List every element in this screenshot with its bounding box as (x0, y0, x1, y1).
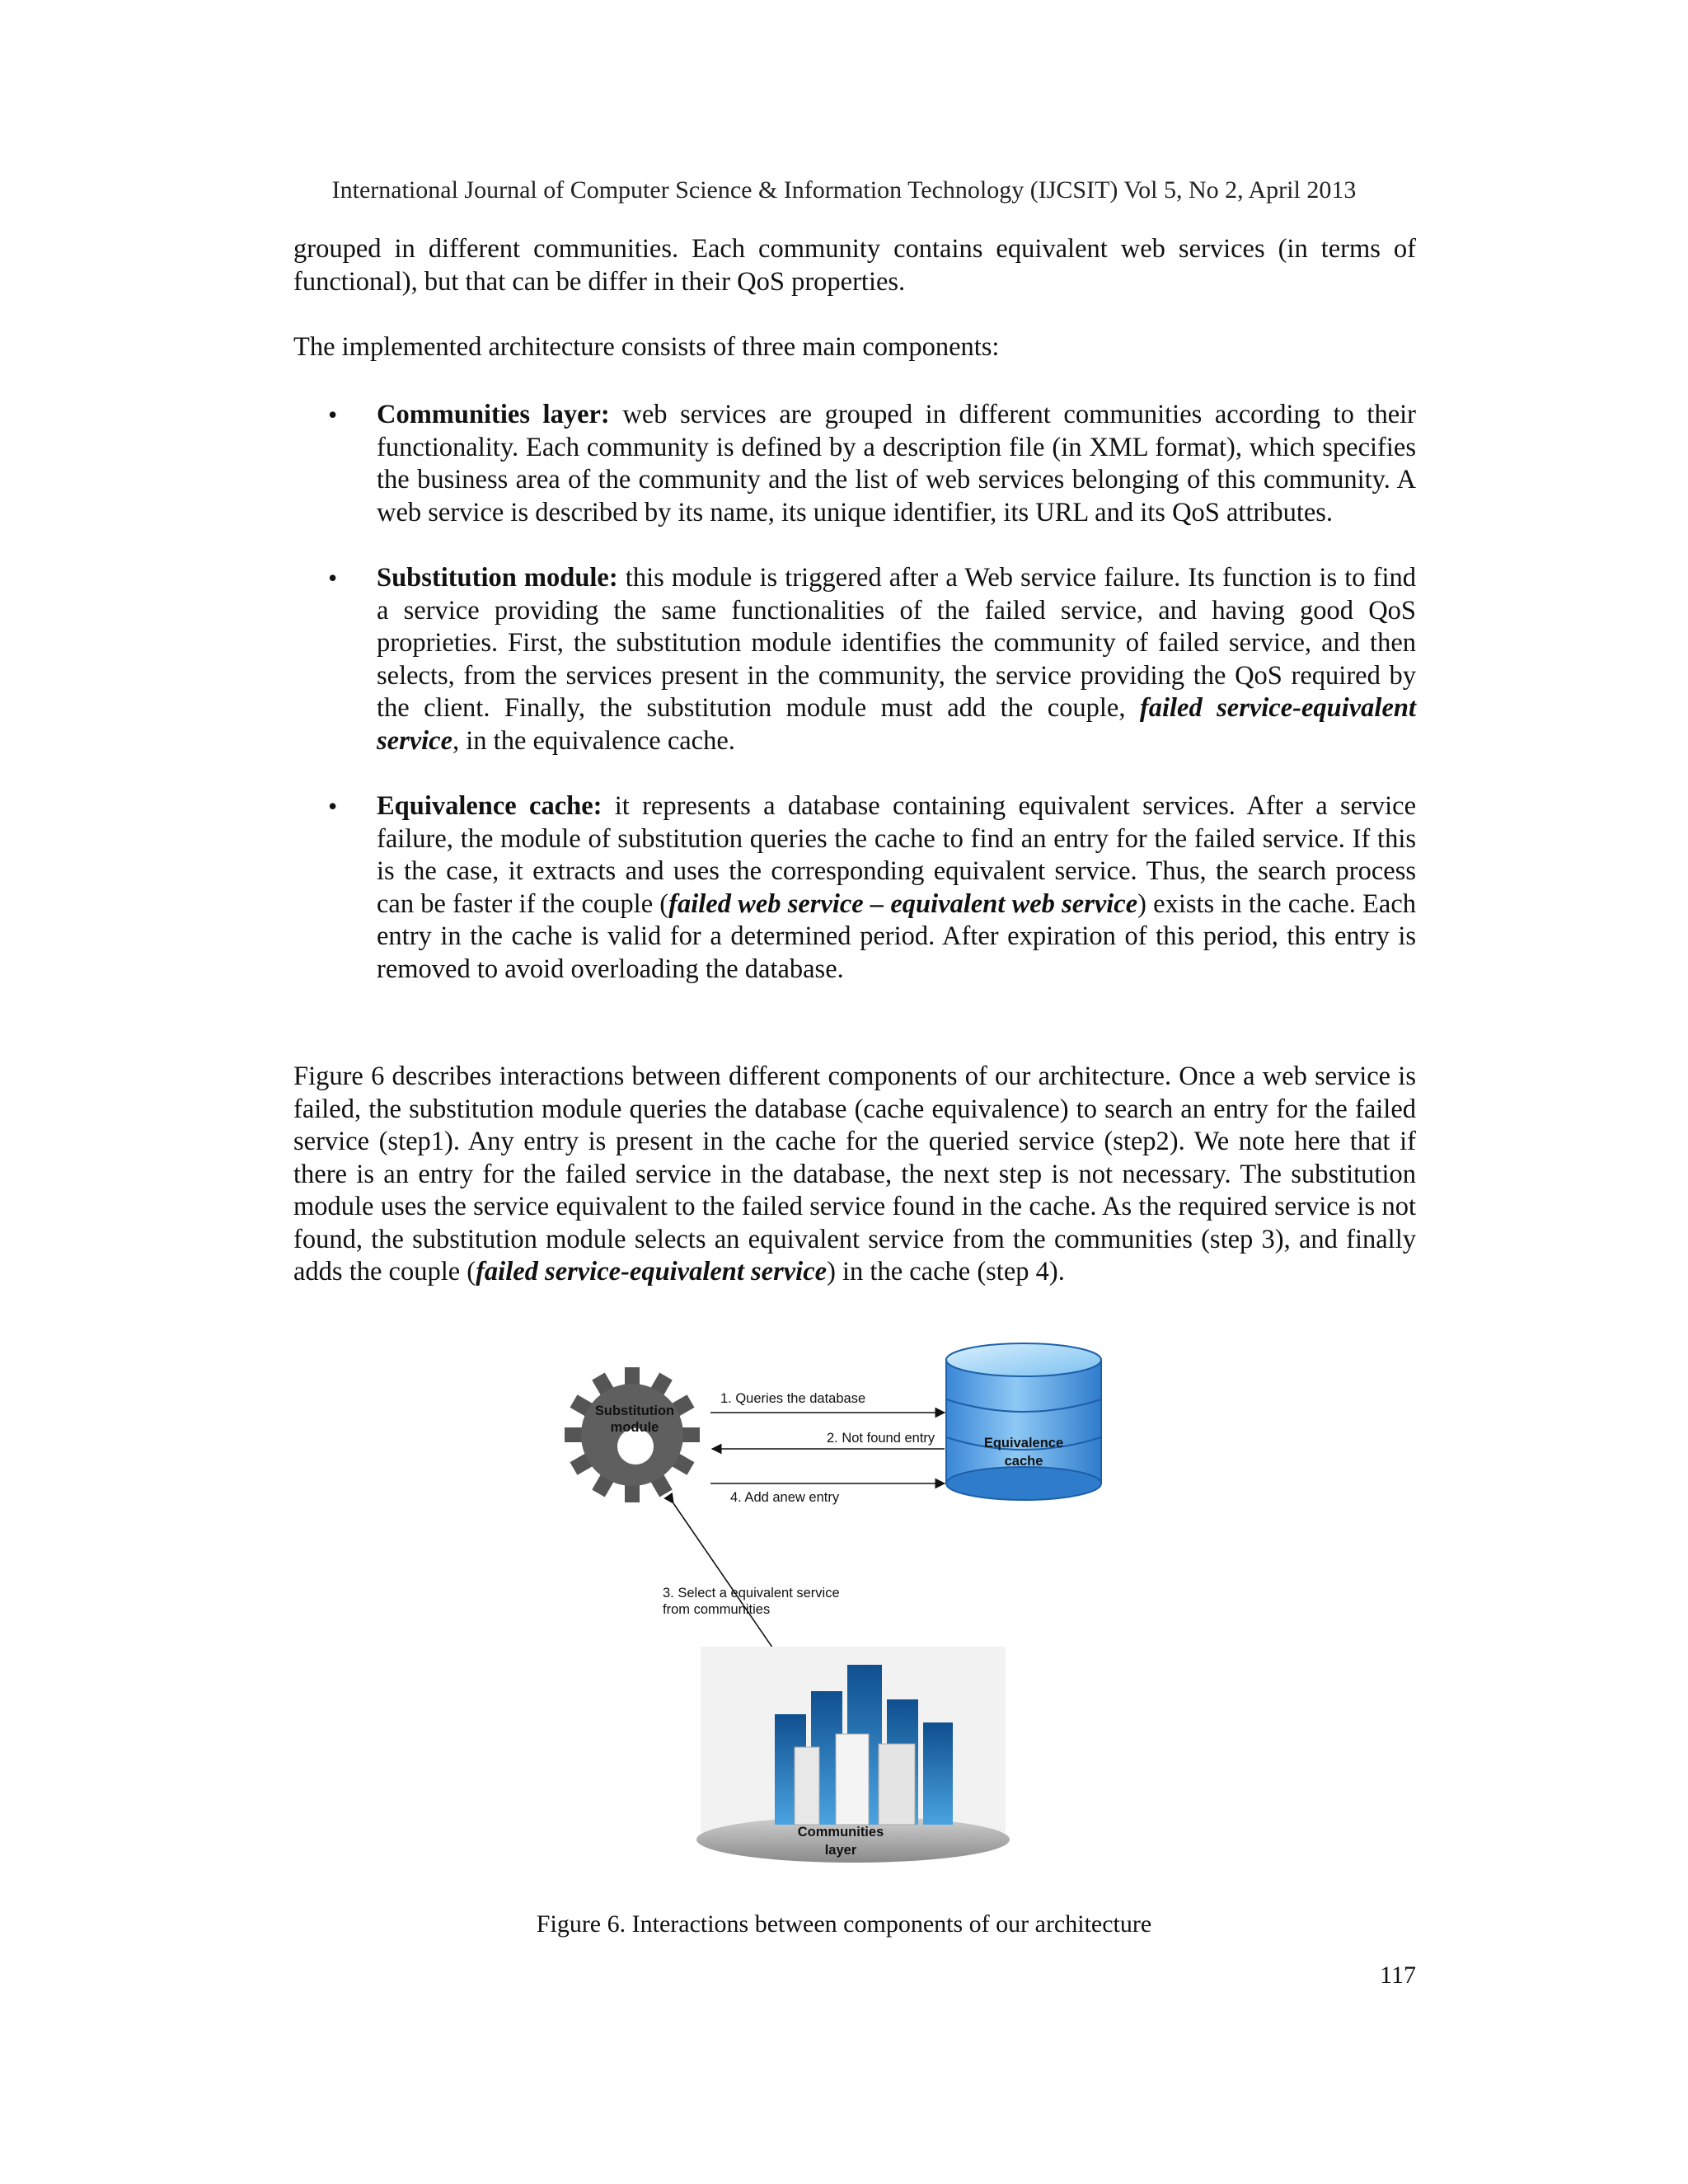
bullet-text: this module is triggered after a Web service failure. Its function is to find a service providing the same functionalities of the failed service, and having good QoS proprieties. First, the substitution module identifies the community of failed service, and then selects, from the services present in the community, the service providing the QoS required by the client. Finally, the substitution module must add the couple, (377, 563, 1416, 723)
bullet-text-end: ) exists in the cache. Each entry in the cache is valid for a determined period. After expiration of this period, this entry is removed to avoid overloading the database. (377, 888, 1416, 984)
bullet-emphasis: failed service-equivalent service (377, 693, 1416, 756)
component-list (293, 399, 1416, 1019)
bullet-text-end: , in the equivalence cache. (452, 725, 735, 756)
bullet-text: it represents a database containing equivalent services. After a service failure, the module of substitution queries the cache to find an entry for the failed service. If this is the case, it extracts and uses the corresponding equivalent service. Thus, the search process can be faster if the couple ( (377, 791, 1416, 919)
step1-label: 1. Queries the database (720, 1391, 866, 1406)
database-icon (946, 1343, 1101, 1500)
list-item-equivalence-cache (293, 790, 1416, 986)
bullet-emphasis: failed web service – equivalent web service (668, 888, 1138, 919)
bullet-icon: • (328, 791, 338, 821)
bullet-icon: • (328, 400, 338, 429)
communities-layer-label: Communities layer (797, 1825, 884, 1858)
substitution-module-label: Substitution module (594, 1404, 675, 1435)
paragraph-figure-description-text (293, 1061, 1416, 1289)
bullet-title: Equivalence cache: (377, 791, 603, 821)
list-item-substitution-module (293, 562, 1416, 757)
paragraph-intro (293, 233, 1416, 298)
paragraph-figure-description (293, 1061, 1416, 1289)
step4-label: 4. Add anew entry (730, 1490, 840, 1505)
figure-architecture-diagram (560, 1342, 1121, 1869)
paragraph-architecture (293, 331, 1416, 364)
page-number: 117 (1380, 1961, 1416, 1989)
step3-label-line2: from communities (663, 1602, 771, 1617)
list-item-communities-layer (293, 399, 1416, 529)
paragraph-text: Figure 6 describes interactions between different components of our architecture. Once a web service is failed, the substitution module queries the database (cache equivalence) to search an entry for the failed service (step1). Any entry is present in the cache for the queried service (step2). We note here that if there is an entry for the failed service in the database, the next step is not necessary. The substitution module uses the service equivalent to the failed service found in the cache. As the required service is not found, the substitution module selects an equivalent service from the communities (step 3), and finally adds the couple ( (293, 1062, 1416, 1286)
paragraph-architecture-text: The implemented architecture consists of three main components: (293, 332, 1000, 362)
bullet-title: Communities layer: (377, 400, 610, 429)
paragraph-intro-text: grouped in different communities. Each community contains equivalent web services (in terms of functional), but that can be differ in their QoS properties. (293, 234, 1416, 297)
bullet-icon: • (328, 563, 338, 593)
bullet-text: web services are grouped in different communities according to their functionality. Each community is defined by a description file (in XML format), which specifies the business area of the community and the list of web services belonging of this community. A web service is described by its name, its unique identifier, its URL and its QoS attributes. (377, 400, 1416, 527)
step2-label: 2. Not found entry (827, 1431, 935, 1446)
paragraph-emphasis: failed service-equivalent service (476, 1257, 828, 1286)
figure-caption: Figure 6. Interactions between components of our architecture (536, 1910, 1152, 1938)
paragraph-text-end: ) in the cache (step 4). (827, 1257, 1065, 1286)
bullet-title: Substitution module: (377, 563, 618, 593)
journal-header: International Journal of Computer Science & Information Technology (IJCSIT) Vol 5, No 2, April 2013 (331, 176, 1357, 204)
equivalence-cache-label: Equivalence cache (983, 1436, 1064, 1469)
step3-label-line1: 3. Select a equivalent service (663, 1586, 840, 1601)
